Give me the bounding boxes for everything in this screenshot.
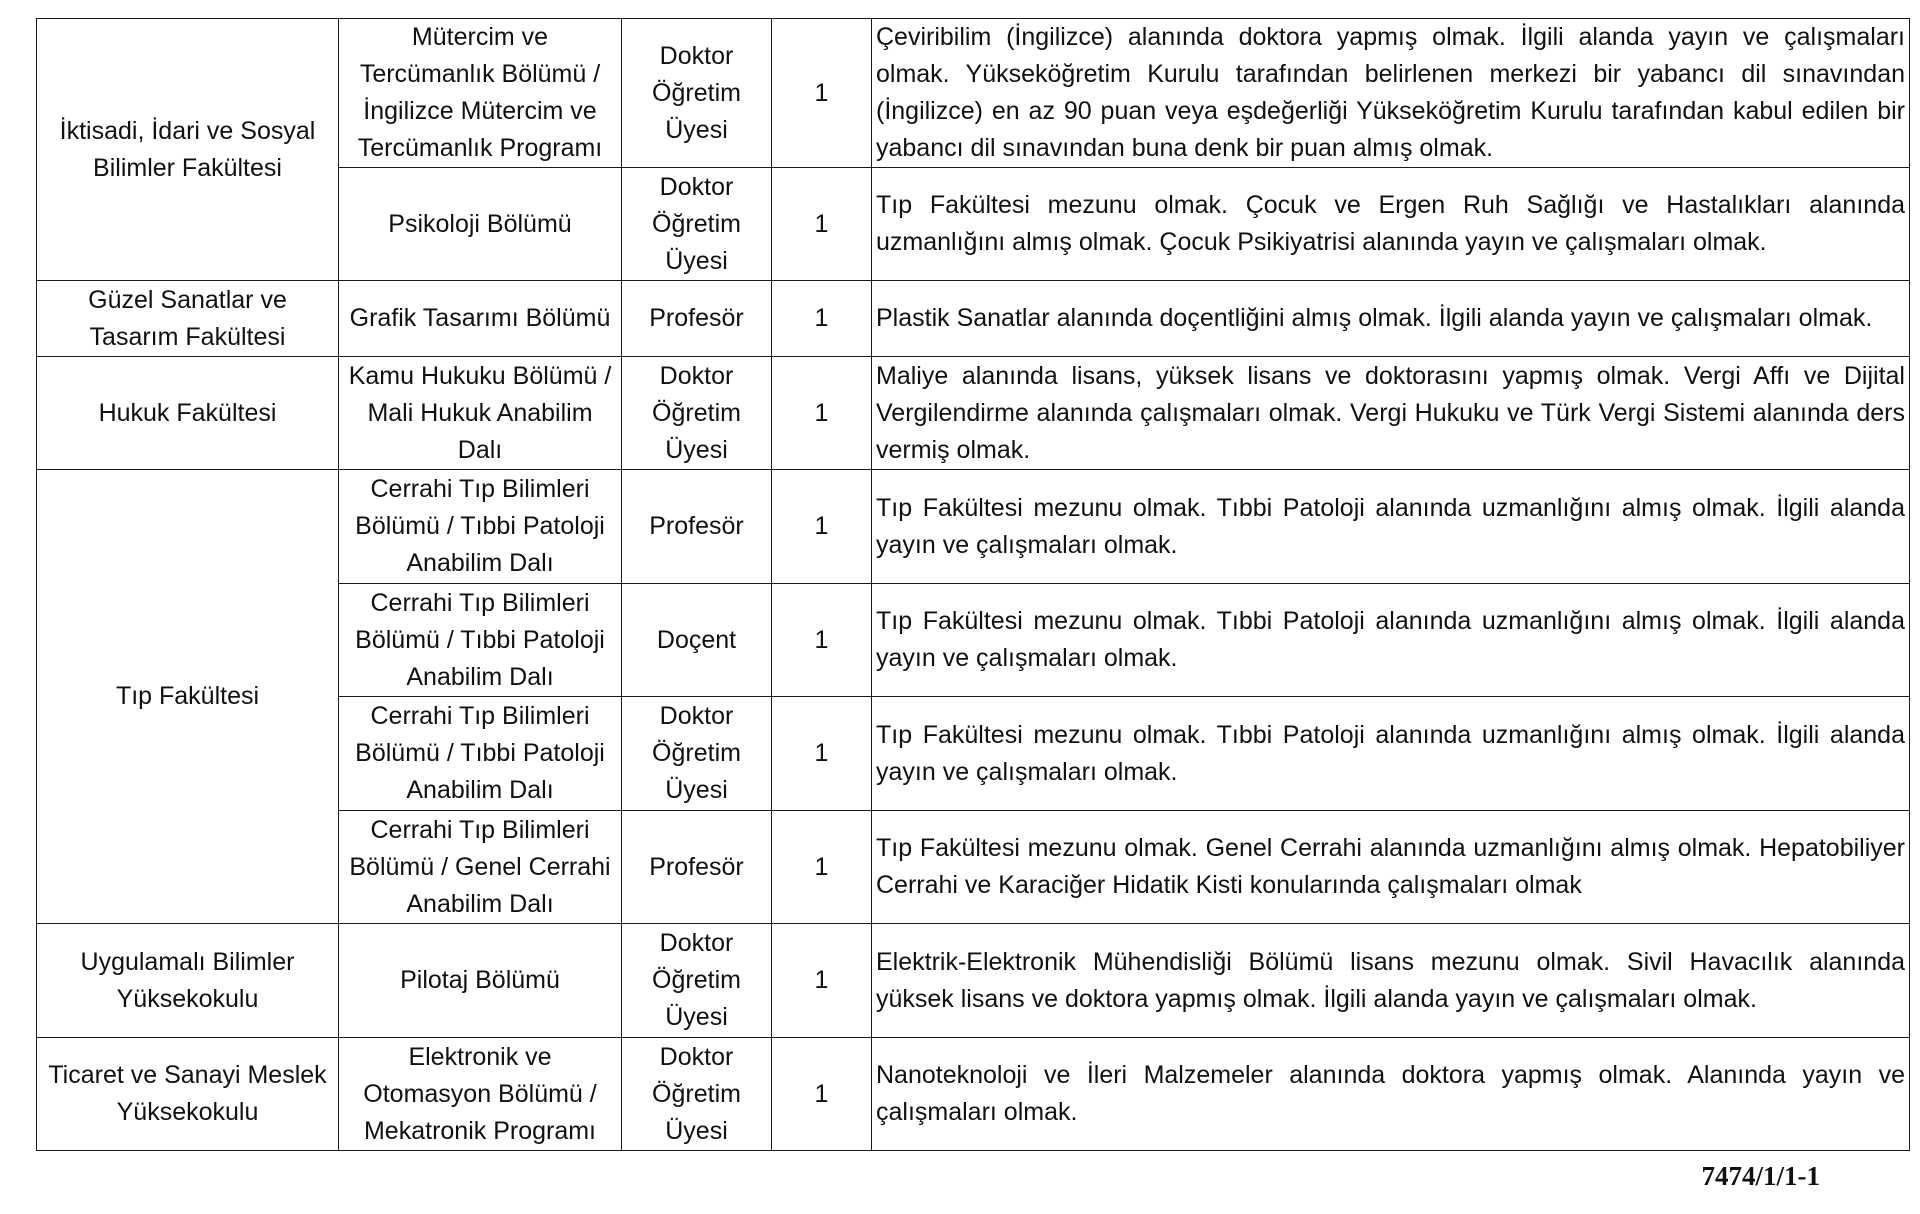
requirements-text: Tıp Fakültesi mezunu olmak. Tıbbi Patoloji alanında uzmanlığını almış olmak. İlgili alanda yayın ve çalışmaları olmak. bbox=[876, 720, 1905, 786]
position-count-cell: 1 bbox=[772, 19, 872, 168]
faculty-cell: Tıp Fakültesi bbox=[37, 470, 339, 924]
requirements-text: Tıp Fakültesi mezunu olmak. Tıbbi Patoloji alanında uzmanlığını almış olmak. İlgili alanda yayın ve çalışmaları olmak. bbox=[876, 493, 1905, 559]
position-count-cell: 1 bbox=[772, 470, 872, 584]
academic-title-cell: Profesör bbox=[622, 811, 772, 924]
requirements-text: Maliye alanında lisans, yüksek lisans ve doktorasını yapmış olmak. Vergi Affı ve Dijital Vergilendirme alanında çalışmaları olmak. Vergi Hukuku ve Türk Vergi Sistemi alanında ders vermiş olmak. bbox=[876, 361, 1905, 464]
academic-title-cell: Doktor Öğretim Üyesi bbox=[622, 1038, 772, 1151]
department-cell: Psikoloji Bölümü bbox=[339, 168, 622, 281]
requirements-cell bbox=[872, 19, 1910, 168]
table-row bbox=[37, 1038, 1910, 1151]
requirements-text: Elektrik-Elektronik Mühendisliği Bölümü lisans mezunu olmak. Sivil Havacılık alanında yüksek lisans ve doktora yapmış olmak. İlgili alanda yayın ve çalışmaları olmak. bbox=[876, 947, 1905, 1013]
department-cell: Elektronik ve Otomasyon Bölümü / Mekatronik Programı bbox=[339, 1038, 622, 1151]
department-cell: Kamu Hukuku Bölümü / Mali Hukuk Anabilim Dalı bbox=[339, 357, 622, 470]
faculty-cell: Güzel Sanatlar ve Tasarım Fakültesi bbox=[37, 281, 339, 357]
faculty-cell: Uygulamalı Bilimler Yüksekokulu bbox=[37, 924, 339, 1038]
academic-title-cell: Doktor Öğretim Üyesi bbox=[622, 19, 772, 168]
position-count-cell: 1 bbox=[772, 281, 872, 357]
requirements-cell bbox=[872, 697, 1910, 811]
department-cell: Grafik Tasarımı Bölümü bbox=[339, 281, 622, 357]
table-row bbox=[37, 470, 1910, 584]
position-count-cell: 1 bbox=[772, 1038, 872, 1151]
requirements-cell bbox=[872, 1038, 1910, 1151]
requirements-cell bbox=[872, 811, 1910, 924]
requirements-text: Tıp Fakültesi mezunu olmak. Genel Cerrahi alanında uzmanlığını almış olmak. Hepatobiliyer Cerrahi ve Karaciğer Hidatik Kisti konularında çalışmaları olmak bbox=[876, 834, 1905, 899]
table-row bbox=[37, 357, 1910, 470]
academic-title-cell: Profesör bbox=[622, 281, 772, 357]
faculty-cell: Hukuk Fakültesi bbox=[37, 357, 339, 470]
requirements-cell bbox=[872, 357, 1910, 470]
document-reference-number: 7474/1/1-1 bbox=[1701, 1161, 1820, 1191]
academic-title-cell: Doktor Öğretim Üyesi bbox=[622, 924, 772, 1038]
department-cell: Cerrahi Tıp Bilimleri Bölümü / Tıbbi Patoloji Anabilim Dalı bbox=[339, 584, 622, 697]
academic-title-cell: Doktor Öğretim Üyesi bbox=[622, 357, 772, 470]
table-row bbox=[37, 281, 1910, 357]
requirements-text: Plastik Sanatlar alanında doçentliğini almış olmak. İlgili alanda yayın ve çalışmaları olmak. bbox=[876, 304, 1873, 332]
requirements-text: Tıp Fakültesi mezunu olmak. Tıbbi Patoloji alanında uzmanlığını almış olmak. İlgili alanda yayın ve çalışmaları olmak. bbox=[876, 607, 1905, 672]
requirements-text: Nanoteknoloji ve İleri Malzemeler alanında doktora yapmış olmak. Alanında yayın ve çalışmaları olmak. bbox=[876, 1061, 1905, 1126]
position-count-cell: 1 bbox=[772, 584, 872, 697]
staff-positions-table-wrapper bbox=[36, 18, 1909, 1151]
position-count-cell: 1 bbox=[772, 811, 872, 924]
academic-title-cell: Doktor Öğretim Üyesi bbox=[622, 697, 772, 811]
faculty-cell: Ticaret ve Sanayi Meslek Yüksekokulu bbox=[37, 1038, 339, 1151]
table-row bbox=[37, 924, 1910, 1038]
staff-positions-table bbox=[36, 18, 1910, 1151]
requirements-cell bbox=[872, 924, 1910, 1038]
requirements-cell bbox=[872, 281, 1910, 357]
requirements-cell bbox=[872, 168, 1910, 281]
table-row bbox=[37, 19, 1910, 168]
department-cell: Cerrahi Tıp Bilimleri Bölümü / Tıbbi Patoloji Anabilim Dalı bbox=[339, 697, 622, 811]
department-cell: Cerrahi Tıp Bilimleri Bölümü / Tıbbi Patoloji Anabilim Dalı bbox=[339, 470, 622, 584]
position-count-cell: 1 bbox=[772, 924, 872, 1038]
academic-title-cell: Doktor Öğretim Üyesi bbox=[622, 168, 772, 281]
position-count-cell: 1 bbox=[772, 697, 872, 811]
department-cell: Pilotaj Bölümü bbox=[339, 924, 622, 1038]
academic-title-cell: Doçent bbox=[622, 584, 772, 697]
faculty-cell: İktisadi, İdari ve Sosyal Bilimler Fakültesi bbox=[37, 19, 339, 281]
position-count-cell: 1 bbox=[772, 357, 872, 470]
requirements-text: Tıp Fakültesi mezunu olmak. Çocuk ve Ergen Ruh Sağlığı ve Hastalıkları alanında uzmanlığını almış olmak. Çocuk Psikiyatrisi alanında yayın ve çalışmaları olmak. bbox=[876, 191, 1905, 256]
position-count-cell: 1 bbox=[772, 168, 872, 281]
requirements-text: Çeviribilim (İngilizce) alanında doktora yapmış olmak. İlgili alanda yayın ve çalışmaları olmak. Yükseköğretim Kurulu tarafından belirlenen merkezi bir yabancı dil sınavından (İngilizce) en az 90 puan veya eşdeğerliği Yükseköğretim Kurulu tarafından kabul edilen bir yabancı dil sınavından buna denk bir puan almış olmak. bbox=[876, 23, 1905, 162]
requirements-cell bbox=[872, 470, 1910, 584]
requirements-cell bbox=[872, 584, 1910, 697]
academic-title-cell: Profesör bbox=[622, 470, 772, 584]
department-cell: Cerrahi Tıp Bilimleri Bölümü / Genel Cerrahi Anabilim Dalı bbox=[339, 811, 622, 924]
department-cell: Mütercim ve Tercümanlık Bölümü / İngilizce Mütercim ve Tercümanlık Programı bbox=[339, 19, 622, 168]
